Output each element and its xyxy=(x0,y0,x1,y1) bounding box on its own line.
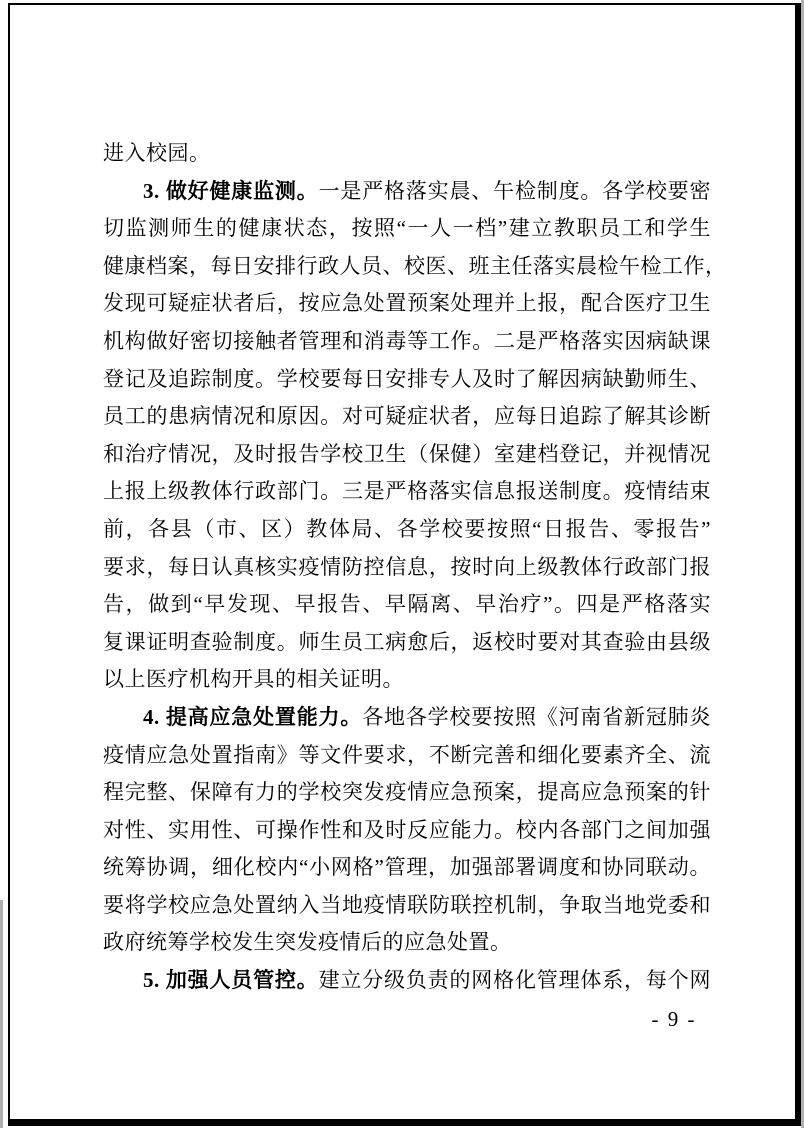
text-line xyxy=(103,924,711,962)
paragraph-heading: 5. 加强人员管控。 xyxy=(143,968,319,993)
paragraph-heading: 4. 提高应急处置能力。 xyxy=(143,704,363,729)
text-line xyxy=(103,285,711,323)
text-run: 统筹协调，细化校内“小网格”管理，加强部署调度和协同联动。 xyxy=(103,855,711,880)
text-run: 对性、实用性、可操作性和及时反应能力。校内各部门之间加强 xyxy=(103,817,711,842)
text-run: 健康档案，每日安排行政人员、校医、班主任落实晨检午检工作， xyxy=(103,253,727,278)
scan-edge-left xyxy=(0,900,3,1128)
text-line xyxy=(103,173,711,211)
text-run: 要将学校应急处置纳入当地疫情联防联控机制，争取当地党委和 xyxy=(103,892,711,917)
text-run: 政府统筹学校发生突发疫情后的应急处置。 xyxy=(103,930,512,955)
text-run: 和治疗情况，及时报告学校卫生（保健）室建档登记，并视情况 xyxy=(103,441,711,466)
text-run: 各地各学校要按照《河南省新冠肺炎 xyxy=(362,704,712,729)
document-body xyxy=(103,135,727,1000)
text-line xyxy=(103,586,711,624)
text-run: 切监测师生的健康状态，按照“一人一档”建立教职员工和学生 xyxy=(103,216,711,241)
text-run: 登记及追踪制度。学校要每日安排专人及时了解因病缺勤师生、 xyxy=(103,366,711,391)
text-line xyxy=(103,962,711,1000)
text-run: 要求，每日认真核实疫情防控信息，按时向上级教体行政部门报 xyxy=(103,554,711,579)
text-line xyxy=(103,323,711,361)
text-run: 上报上级教体行政部门。三是严格落实信息报送制度。疫情结束 xyxy=(103,479,711,504)
text-line xyxy=(103,661,711,699)
text-line xyxy=(103,774,711,812)
text-run: 发现可疑症状者后，按应急处置预案处理并上报，配合医疗卫生 xyxy=(103,291,711,316)
text-line xyxy=(103,511,711,549)
text-line xyxy=(103,549,711,587)
text-run: 以上医疗机构开具的相关证明。 xyxy=(103,667,404,692)
text-run: 员工的患病情况和原因。对可疑症状者，应每日追踪了解其诊断 xyxy=(103,404,711,429)
text-line xyxy=(103,361,711,399)
text-line xyxy=(103,248,727,286)
text-line xyxy=(103,135,711,173)
text-run: 机构做好密切接触者管理和消毒等工作。二是严格落实因病缺课 xyxy=(103,328,711,353)
paragraph-heading: 3. 做好健康监测。 xyxy=(143,178,319,203)
text-line xyxy=(103,699,711,737)
text-line xyxy=(103,473,711,511)
text-run: 前，各县（市、区）教体局、各学校要按照“日报告、零报告” xyxy=(103,516,711,541)
text-run: 疫情应急处置指南》等文件要求，不断完善和细化要素齐全、流 xyxy=(103,742,711,767)
text-line xyxy=(103,210,711,248)
text-run: 进入校园。 xyxy=(103,141,211,165)
text-run: 复课证明查验制度。师生员工病愈后，返校时要对其查验由县级 xyxy=(103,629,711,654)
text-line xyxy=(103,737,711,775)
text-line xyxy=(103,398,711,436)
text-line xyxy=(103,849,711,887)
page-number: - 9 - xyxy=(651,1007,697,1031)
text-run: 程完整、保障有力的学校突发疫情应急预案，提高应急预案的针 xyxy=(103,780,711,805)
text-line xyxy=(103,624,711,662)
text-run: 建立分级负责的网格化管理体系，每个网 xyxy=(318,968,712,993)
text-line xyxy=(103,812,711,850)
text-run: 一是严格落实晨、午检制度。各学校要密 xyxy=(318,178,712,203)
text-run: 告，做到“早发现、早报告、早隔离、早治疗”。四是严格落实 xyxy=(103,592,711,617)
text-line xyxy=(103,436,711,474)
text-line xyxy=(103,887,711,925)
